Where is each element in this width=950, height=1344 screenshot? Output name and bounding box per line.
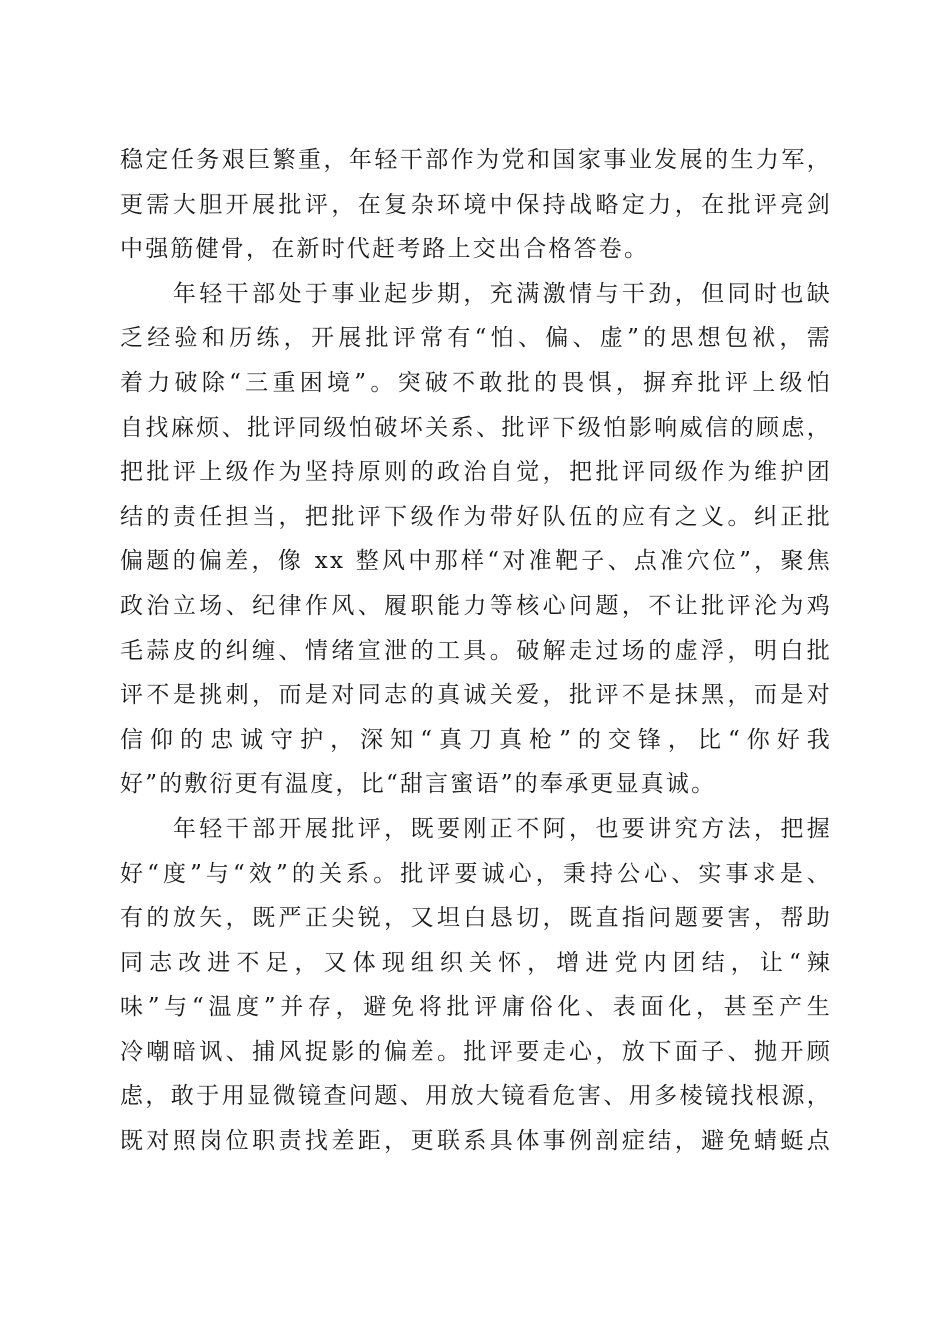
text-line: 冷嘲暗讽、捕风捉影的偏差。批评要走心，放下面子、抛开顾 bbox=[120, 1038, 832, 1065]
text-line: 偏题的偏差，像 xx 整风中那样“对准靶子、点准穴位”，聚焦 bbox=[120, 548, 832, 575]
text-line: 更需大胆开展批评，在复杂环境中保持战略定力，在批评亮剑 bbox=[120, 191, 832, 218]
text-line: 既对照岗位职责找差距，更联系具体事例剖症结，避免蜻蜓点 bbox=[120, 1128, 832, 1155]
text-line: 中强筋健骨，在新时代赶考路上交出合格答卷。 bbox=[120, 236, 650, 263]
text-line: 稳定任务艰巨繁重，年轻干部作为党和国家事业发展的生力军， bbox=[120, 147, 832, 173]
text-line: 毛蒜皮的纠缠、情绪宣泄的工具。破解走过场的虚浮，明白批 bbox=[120, 637, 832, 664]
text-line: 评不是挑刺，而是对同志的真诚关爱，批评不是抹黑，而是对 bbox=[120, 682, 832, 709]
text-line: 好”的敷衍更有温度，比“甜言蜜语”的奉承更显真诚。 bbox=[120, 771, 717, 798]
text-line: 味”与“温度”并存，避免将批评庸俗化、表面化，甚至产生 bbox=[120, 994, 832, 1021]
text-line: 把批评上级作为坚持原则的政治自觉，把批评同级作为维护团 bbox=[120, 459, 832, 486]
text-line: 年轻干部开展批评，既要刚正不阿，也要讲究方法，把握 bbox=[120, 815, 832, 842]
text-line: 有的放矢，既严正尖锐，又坦白恳切，既直指问题要害，帮助 bbox=[120, 905, 832, 932]
text-line: 政治立场、纪律作风、履职能力等核心问题，不让批评沦为鸡 bbox=[120, 592, 832, 619]
text-line: 同志改进不足，又体现组织关怀，增进党内团结，让“辣 bbox=[120, 949, 832, 976]
text-line: 好“度”与“效”的关系。批评要诚心，秉持公心、实事求是、 bbox=[120, 860, 832, 887]
text-line: 年轻干部处于事业起步期，充满激情与干劲，但同时也缺 bbox=[120, 280, 832, 307]
text-line: 自找麻烦、批评同级怕破坏关系、批评下级怕影响威信的顾虑， bbox=[120, 414, 832, 441]
text-line: 着力破除“三重困境”。突破不敢批的畏惧，摒弃批评上级怕 bbox=[120, 369, 832, 396]
text-line: 虑，敢于用显微镜查问题、用放大镜看危害、用多棱镜找根源， bbox=[120, 1083, 832, 1110]
text-line: 信仰的忠诚守护，深知“真刀真枪”的交锋，比“你好我 bbox=[120, 726, 832, 753]
text-line: 结的责任担当，把批评下级作为带好队伍的应有之义。纠正批 bbox=[120, 503, 832, 530]
text-line: 乏经验和历练，开展批评常有“怕、偏、虚”的思想包袱，需 bbox=[120, 325, 832, 352]
document-body bbox=[120, 138, 832, 1164]
